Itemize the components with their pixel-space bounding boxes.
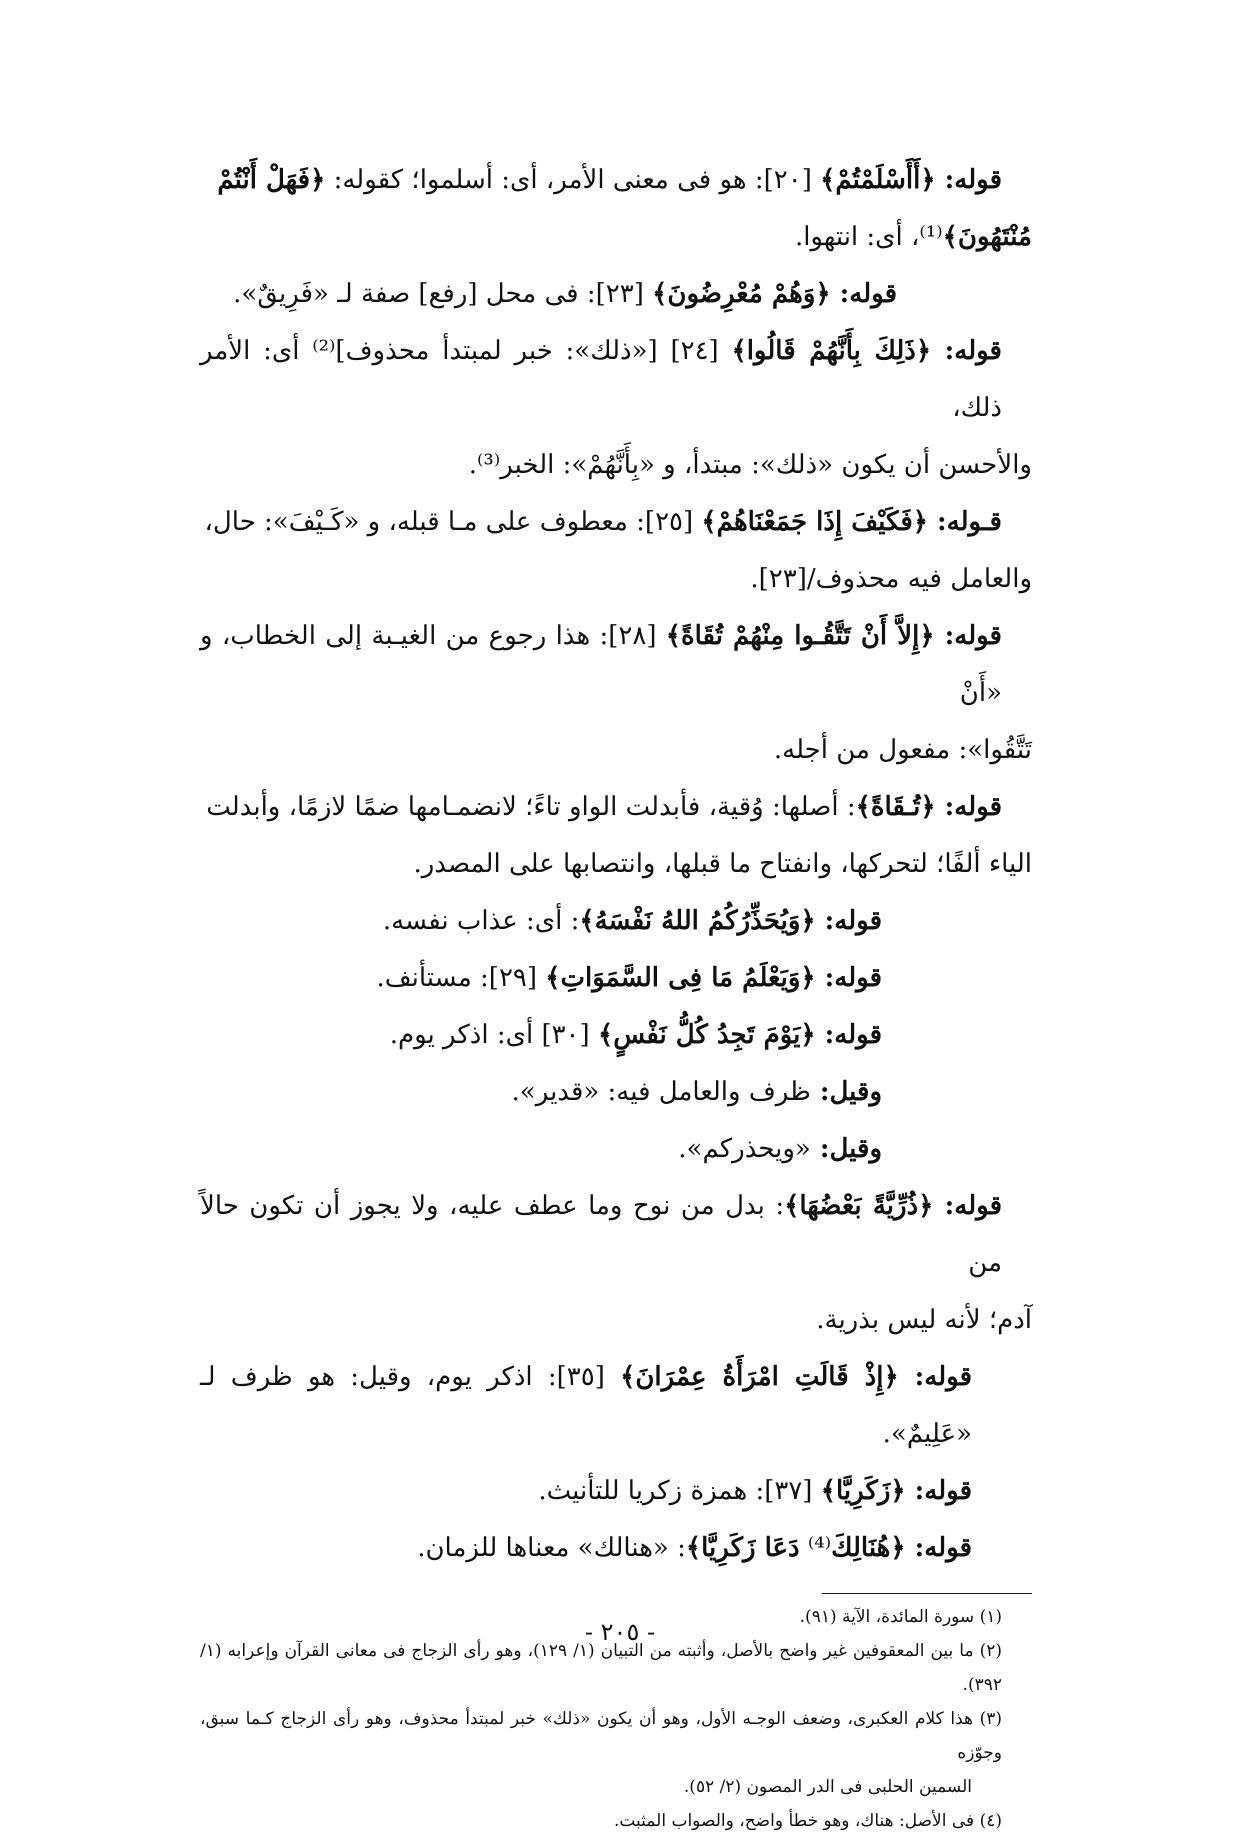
entry-lead: قوله: — [935, 165, 1002, 195]
entry-line — [200, 836, 1032, 893]
commentary-text: «ويحذركم». — [678, 1134, 811, 1164]
commentary-text: [٢٤] [«ذلك»: خبر لمبتدأ محذوف]⁽²⁾ أى: الأمر ذلك، — [200, 336, 1002, 423]
commentary-text: : بدل من نوح وما عطف عليه، ولا يجوز أن تكون حالاً من — [200, 1191, 1002, 1278]
commentary-text: [٣٠] أى: اذكر يوم. — [389, 1020, 598, 1050]
footnote: (٣) هذا كلام العكبرى، وضعف الوجـه الأول، وهو أن يكون «ذلك» خبر لمبتدأ محذوف، وهو رأى الزجاج كـما سبق، وجوّزه — [200, 1709, 1002, 1763]
footnote: (٤) فى الأصل: هناك، وهو خطأ واضح، والصواب المثبت. — [613, 1811, 1002, 1831]
commentary-text: [٢٠]: هو فى معنى الأمر، أى: أسلموا؛ كقوله: — [325, 165, 821, 195]
verse-quote: ﴿هُنَالِكَ — [831, 1533, 906, 1563]
verse-quote: ﴿تُـقَاةً﴾ — [855, 792, 936, 822]
entry-lead: قـوله: — [928, 507, 1002, 537]
entry-line — [200, 1007, 1032, 1064]
commentary-text: : أى: عذاب نفسه. — [382, 906, 580, 936]
commentary-text: ⁽¹⁾، أى: انتهوا. — [794, 222, 943, 252]
commentary-text: [٢٣]: فى محل [رفع] صفة لـ «فَرِيقٌ». — [233, 279, 653, 309]
entry-line — [200, 152, 1032, 209]
entry-lead: قوله: — [815, 1020, 882, 1050]
entry-lead: وقيل: — [810, 1077, 882, 1107]
commentary-text: ظرف والعامل فيه: «قدير». — [511, 1077, 811, 1107]
entry-line — [200, 551, 1032, 608]
commentary-text: [٣٥]: اذكر يوم، وقيل: هو ظرف لـ «عَلِيمٌ». — [200, 1362, 972, 1449]
entry-line — [200, 323, 1032, 437]
entry-lead: قوله: — [931, 336, 1002, 366]
commentary-text: آدم؛ لأنه ليس بذرية. — [816, 1305, 1032, 1335]
entry-line — [200, 1178, 1032, 1292]
entry-line — [200, 722, 1032, 779]
verse-quote: ﴿إِلاَّ أَنْ تَتَّقُـوا مِنْهُمْ تُقَاةً﴾ — [665, 621, 935, 651]
entry-line — [200, 1463, 1032, 1520]
verse-quote: ﴿زَكَرِيَّا﴾ — [820, 1476, 906, 1506]
verse-quote: ﴿وَيُحَذِّرُكُمُ اللهُ نَفْسَهُ﴾ — [579, 906, 816, 936]
entry-line — [200, 1064, 1032, 1121]
commentary-text: والأحسن أن يكون «ذلك»: مبتدأ، و «بِأَنَّهُمْ»: الخبر⁽³⁾. — [468, 450, 1032, 480]
entry-lead: وقيل: — [810, 1134, 882, 1164]
commentary-text: : أصلها: وُقية، فأبدلت الواو تاءً؛ لانضمـامها ضمًا لازمًا، وأبدلت — [206, 792, 856, 822]
main-text — [200, 152, 1032, 1577]
commentary-text: والعامل فيه محذوف/[٢٣]. — [750, 564, 1032, 594]
footnote-ref: ⁽⁴⁾ — [799, 1533, 832, 1563]
commentary-text: [٢٥]: معطوف على مـا قبله، و «كَـيْفَ»: حال، — [204, 507, 702, 537]
entry-lead: قوله: — [934, 621, 1002, 651]
page-number: - ٢٠٥ - — [584, 1618, 656, 1646]
verse-quote: ﴿يَوْمَ تَجِدُ كُلُّ نَفْسٍ﴾ — [597, 1020, 816, 1050]
commentary-text: تَتَّقُوا»: مفعول من أجله. — [773, 735, 1032, 765]
commentary-text: الياء ألفًا؛ لتحركها، وانفتاح ما قبلها، وانتصابها على المصدر. — [413, 849, 1032, 879]
footnote-continuation: السمين الحلبى فى الدر المصون (٢/ ٥٢). — [683, 1777, 972, 1797]
entry-lead: قوله: — [905, 1533, 972, 1563]
verse-quote: ﴿ذَلِكَ بِأَنَّهُمْ قَالُوا﴾ — [731, 336, 932, 366]
entry-lead: قوله: — [815, 906, 882, 936]
footnote: (١) سورة المائدة، الآية (٩١). — [799, 1607, 1002, 1627]
entry-line — [200, 209, 1032, 266]
entry-line — [200, 893, 1032, 950]
footnote: (٢) ما بين المعقوفين غير واضح بالأصل، وأثبته من التبيان (١/ ١٢٩)، وهو رأى الزجاج فى معانى القرآن وإعرابه (١/ ٣٩٢). — [200, 1641, 1002, 1695]
verse-quote: ﴿وَيَعْلَمُ مَا فِى السَّمَوَاتِ﴾ — [545, 963, 816, 993]
footnote-divider — [822, 1593, 1032, 1594]
verse-quote: ﴿ذُرِّيَّةً بَعْضُهَا﴾ — [784, 1191, 934, 1221]
entry-line — [200, 494, 1032, 551]
entry-lead: قوله: — [905, 1476, 972, 1506]
verse-quote: دَعَا زَكَرِيَّا﴾ — [685, 1533, 800, 1563]
entry-lead: قوله: — [898, 1362, 972, 1392]
verse-quote: مُنْتَهُونَ﴾ — [942, 222, 1032, 252]
verse-quote: ﴿أَأَسْلَمْتُمْ﴾ — [820, 165, 936, 195]
verse-quote: ﴿فَكَيْفَ إِذَا جَمَعْنَاهُمْ﴾ — [701, 507, 928, 537]
commentary-text: : «هنالك» معناها للزمان. — [417, 1533, 686, 1563]
verse-quote: ﴿إِذْ قَالَتِ امْرَأَةُ عِمْرَانَ﴾ — [620, 1362, 899, 1392]
entry-line — [200, 1349, 1032, 1463]
entry-line — [200, 779, 1032, 836]
entry-lead: قوله: — [935, 792, 1002, 822]
entry-line — [200, 1520, 1032, 1577]
entry-line — [200, 950, 1032, 1007]
entry-lead: قوله: — [815, 963, 882, 993]
entry-line — [200, 1292, 1032, 1349]
entry-lead: قوله: — [933, 1191, 1002, 1221]
entry-line — [200, 1121, 1032, 1178]
commentary-text: [٢٩]: مستأنف. — [376, 963, 546, 993]
entry-line — [200, 608, 1032, 722]
verse-quote: ﴿وَهُمْ مُعْرِضُونَ﴾ — [652, 279, 831, 309]
entry-line — [200, 266, 1032, 323]
entry-line — [200, 437, 1032, 494]
commentary-text: [٢٨]: هذا رجوع من الغيـبة إلى الخطاب، و «أَنْ — [200, 621, 1002, 708]
verse-quote: ﴿فَهَلْ أَنْتُمْ — [217, 165, 326, 195]
commentary-text: [٣٧]: همزة زكريا للتأنيث. — [538, 1476, 821, 1506]
entry-lead: قوله: — [830, 279, 897, 309]
